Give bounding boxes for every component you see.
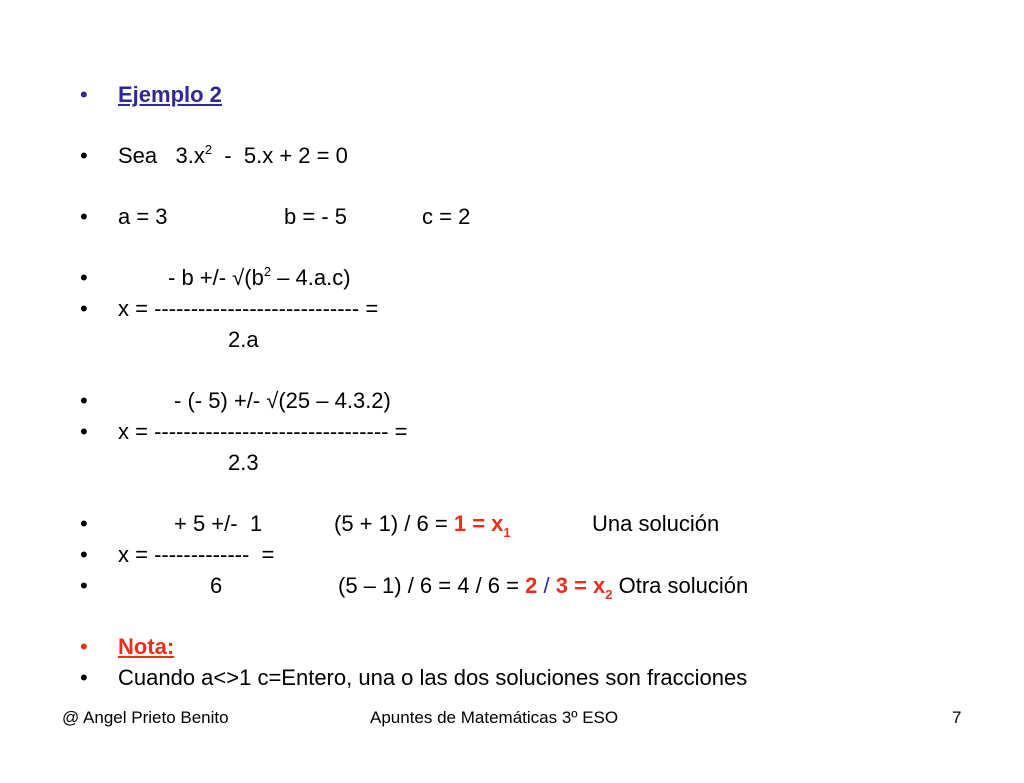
substitution-numerator: - (- 5) +/- √(25 – 4.3.2) bbox=[174, 388, 391, 413]
x-variable: x bbox=[593, 573, 606, 598]
footer-author: @ Angel Prieto Benito bbox=[62, 708, 229, 727]
heading: Ejemplo 2 bbox=[118, 82, 222, 107]
substitution-fraction-line bbox=[0, 417, 408, 447]
first-solution bbox=[334, 509, 511, 539]
formula-fraction-bar: x = ---------------------------- = bbox=[118, 296, 379, 321]
second-solution-denominator: 3 bbox=[555, 573, 568, 598]
footer-course: Apuntes de Matemáticas 3º ESO bbox=[370, 708, 619, 727]
first-solution-label: Una solución bbox=[592, 511, 720, 536]
bullet: • bbox=[80, 511, 88, 536]
second-solution-slash: / bbox=[537, 573, 556, 598]
formula-numerator bbox=[168, 263, 351, 293]
coefficient-c: c = 2 bbox=[422, 204, 471, 229]
note-title-line bbox=[0, 632, 175, 662]
second-solution-expr: (5 – 1) / 6 = 4 / 6 = bbox=[338, 573, 526, 598]
equation-pre: Sea 3.x bbox=[118, 143, 205, 168]
bullet: • bbox=[80, 265, 88, 290]
formula-exponent: 2 bbox=[263, 264, 272, 279]
solutions-denominator-line bbox=[0, 571, 749, 602]
note-text-line bbox=[0, 663, 748, 693]
note-text: Cuando a<>1 c=Entero, una o las dos soluciones son fracciones bbox=[118, 665, 748, 690]
solutions-numerator: + 5 +/- 1 bbox=[174, 511, 263, 536]
solutions-denominator: 6 bbox=[210, 573, 223, 598]
second-solution-label: Otra solución bbox=[612, 573, 749, 598]
bullet: • bbox=[80, 143, 88, 168]
solutions-fraction-line bbox=[0, 540, 275, 570]
formula-denominator: 2.a bbox=[228, 327, 259, 352]
coefficient-a: a = 3 bbox=[118, 204, 168, 229]
equation-line bbox=[0, 141, 348, 171]
x-variable: x bbox=[491, 511, 504, 536]
subscript: 2 bbox=[605, 587, 613, 602]
bullet: • bbox=[80, 542, 88, 567]
substitution-numerator-line bbox=[0, 386, 391, 416]
formula-fraction-line bbox=[0, 294, 379, 324]
first-solution-value: 1 = bbox=[453, 511, 486, 536]
substitution-fraction-bar: x = -------------------------------- = bbox=[118, 419, 408, 444]
solutions-fraction-bar: x = ------------- = bbox=[118, 542, 275, 567]
second-solution-variable bbox=[593, 573, 613, 602]
first-solution-variable bbox=[485, 511, 511, 540]
bullet: • bbox=[80, 419, 88, 444]
equation-post: - 5.x + 2 = 0 bbox=[212, 143, 348, 168]
second-solution bbox=[338, 571, 748, 601]
bullet: • bbox=[80, 82, 88, 107]
bullet: • bbox=[80, 634, 88, 659]
heading-line bbox=[0, 80, 222, 110]
substitution-denominator: 2.3 bbox=[228, 450, 259, 475]
note-title: Nota: bbox=[118, 634, 175, 659]
bullet: • bbox=[80, 573, 88, 598]
substitution-denominator-line bbox=[0, 448, 259, 478]
bullet: • bbox=[80, 388, 88, 413]
bullet: • bbox=[80, 204, 88, 229]
formula-numerator-post: – 4.a.c) bbox=[271, 265, 351, 290]
equation bbox=[118, 141, 348, 171]
bullet: • bbox=[80, 296, 88, 321]
first-solution-expr: (5 + 1) / 6 = bbox=[334, 511, 454, 536]
bullet: • bbox=[80, 665, 88, 690]
formula-numerator-line bbox=[0, 263, 351, 293]
coefficients-line bbox=[0, 202, 471, 232]
second-solution-numerator: 2 bbox=[525, 573, 538, 598]
page-number: 7 bbox=[952, 708, 962, 727]
subscript: 1 bbox=[503, 525, 511, 540]
second-solution-equals: = bbox=[567, 573, 594, 598]
coefficient-b: b = - 5 bbox=[284, 204, 347, 229]
formula-denominator-line bbox=[0, 325, 259, 355]
formula-numerator-pre: - b +/- √(b bbox=[168, 265, 264, 290]
equation-exponent: 2 bbox=[204, 142, 213, 157]
solutions-numerator-line bbox=[0, 509, 720, 540]
